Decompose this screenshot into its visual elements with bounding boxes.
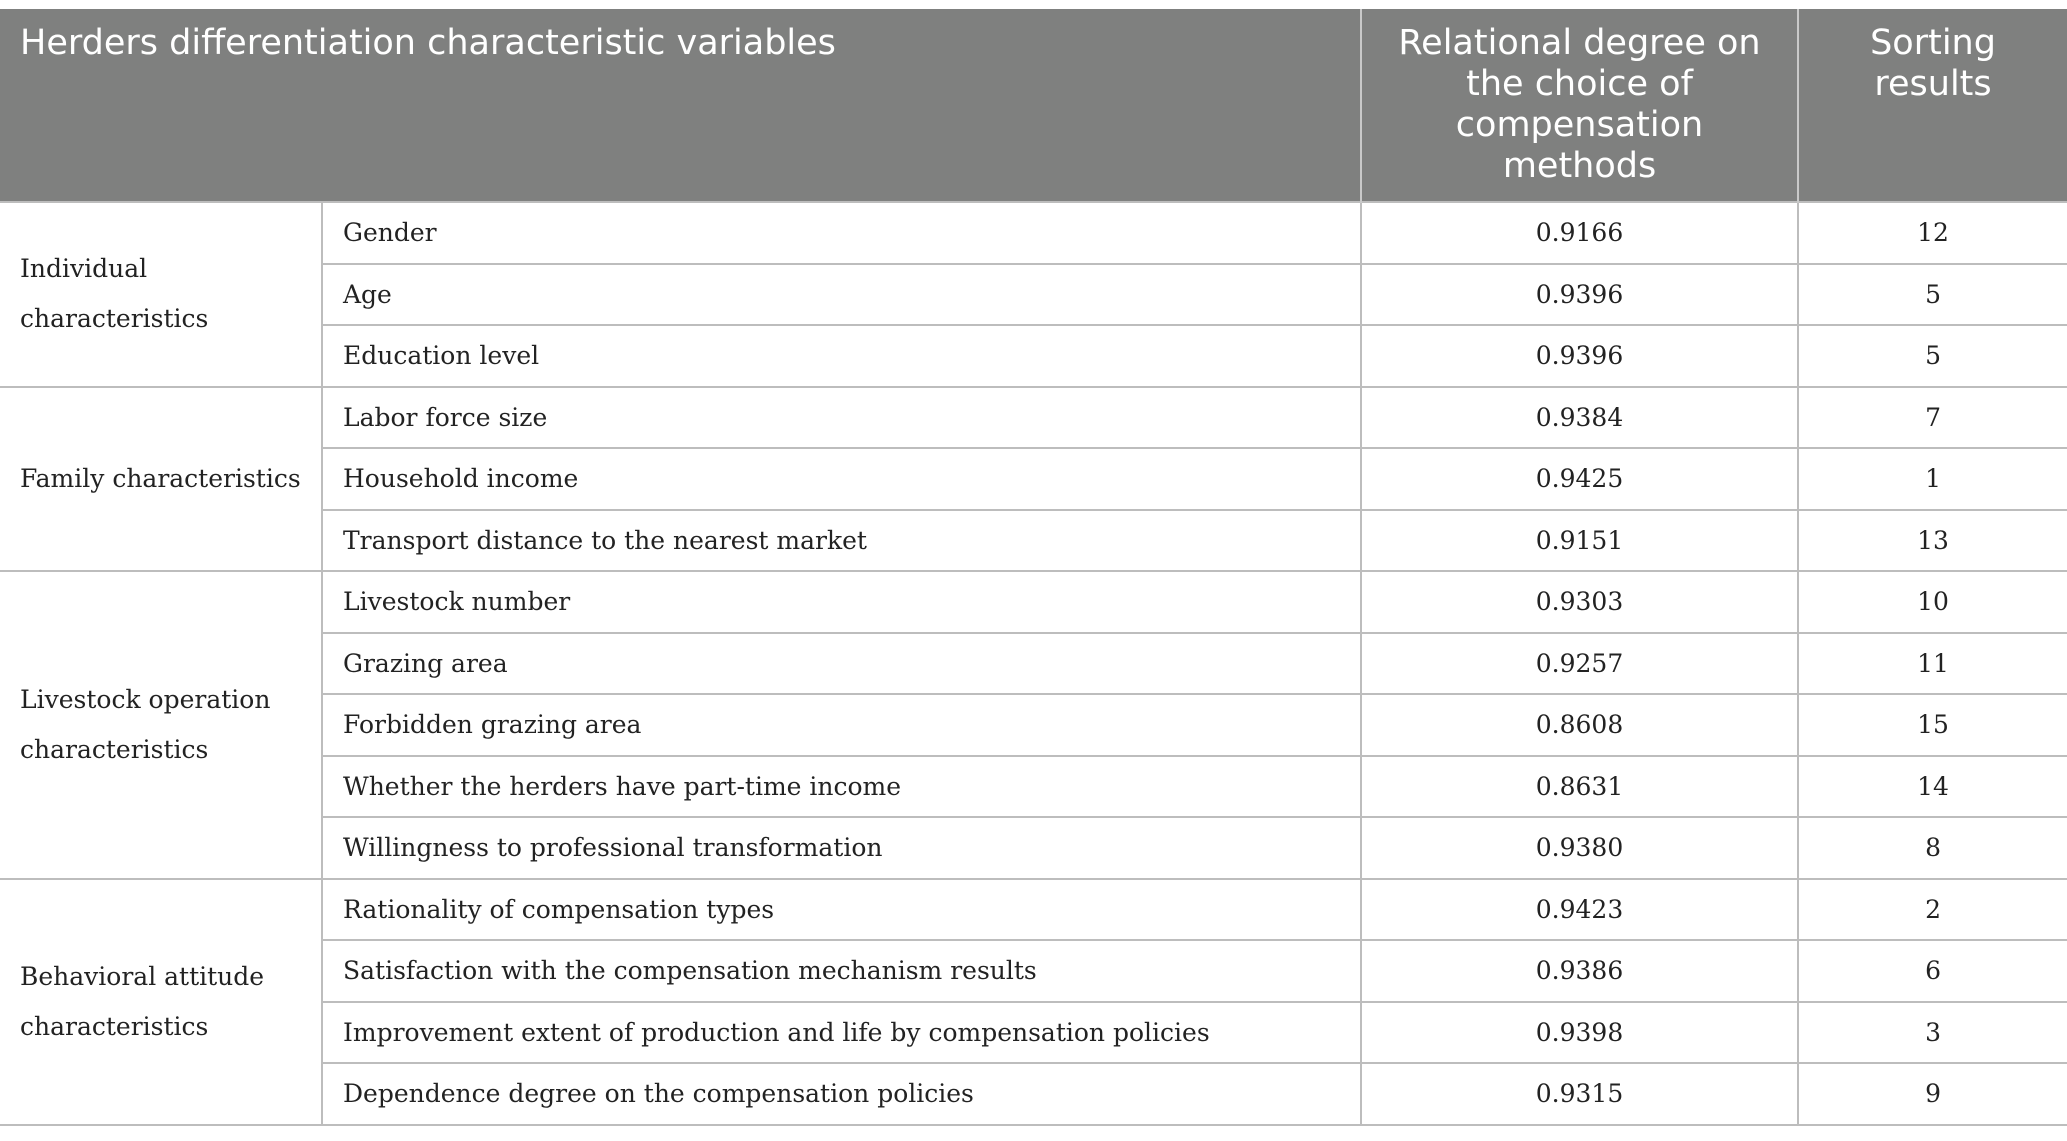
variable-cell: Whether the herders have part-time income: [322, 756, 1361, 818]
variable-cell: Grazing area: [322, 633, 1361, 695]
degree-cell: 0.9315: [1361, 1063, 1798, 1125]
rank-cell: 13: [1798, 510, 2067, 572]
header-row: [0, 9, 2067, 202]
rank-cell: 12: [1798, 202, 2067, 264]
rank-cell: 11: [1798, 633, 2067, 695]
variable-cell: Satisfaction with the compensation mechanism results: [322, 940, 1361, 1002]
variable-cell: Household income: [322, 448, 1361, 510]
group-label: Family characteristics: [0, 387, 322, 572]
variable-cell: Livestock number: [322, 571, 1361, 633]
degree-cell: 0.9386: [1361, 940, 1798, 1002]
group-label: Livestock operation characteristics: [0, 571, 322, 879]
degree-cell: 0.9380: [1361, 817, 1798, 879]
variable-cell: Improvement extent of production and life by compensation policies: [322, 1002, 1361, 1064]
variable-cell: Dependence degree on the compensation policies: [322, 1063, 1361, 1125]
table-row: [0, 571, 2067, 633]
table-header: [0, 9, 2067, 202]
group-label: Individual characteristics: [0, 202, 322, 387]
degree-cell: 0.9384: [1361, 387, 1798, 449]
rank-cell: 10: [1798, 571, 2067, 633]
rank-cell: 14: [1798, 756, 2067, 818]
variable-cell: Willingness to professional transformation: [322, 817, 1361, 879]
variable-cell: Gender: [322, 202, 1361, 264]
rank-cell: 15: [1798, 694, 2067, 756]
data-table: [0, 9, 2067, 1126]
rank-cell: 9: [1798, 1063, 2067, 1125]
header-relational-degree: Relational degree on the choice of compensation methods: [1361, 9, 1798, 202]
rank-cell: 7: [1798, 387, 2067, 449]
table-row: [0, 879, 2067, 941]
degree-cell: 0.9257: [1361, 633, 1798, 695]
degree-cell: 0.9425: [1361, 448, 1798, 510]
variable-cell: Labor force size: [322, 387, 1361, 449]
variable-cell: Age: [322, 264, 1361, 326]
rank-cell: 8: [1798, 817, 2067, 879]
table-row: [0, 202, 2067, 264]
degree-cell: 0.8631: [1361, 756, 1798, 818]
group-label: Behavioral attitude characteristics: [0, 879, 322, 1125]
header-variables: Herders differentiation characteristic variables: [0, 9, 1361, 202]
header-sorting-results: Sorting results: [1798, 9, 2067, 202]
degree-cell: 0.9151: [1361, 510, 1798, 572]
degree-cell: 0.9166: [1361, 202, 1798, 264]
rank-cell: 5: [1798, 264, 2067, 326]
degree-cell: 0.9303: [1361, 571, 1798, 633]
table-row: [0, 387, 2067, 449]
degree-cell: 0.9396: [1361, 325, 1798, 387]
degree-cell: 0.9398: [1361, 1002, 1798, 1064]
degree-cell: 0.9423: [1361, 879, 1798, 941]
variable-cell: Forbidden grazing area: [322, 694, 1361, 756]
degree-cell: 0.9396: [1361, 264, 1798, 326]
rank-cell: 6: [1798, 940, 2067, 1002]
rank-cell: 3: [1798, 1002, 2067, 1064]
degree-cell: 0.8608: [1361, 694, 1798, 756]
rank-cell: 1: [1798, 448, 2067, 510]
variable-cell: Rationality of compensation types: [322, 879, 1361, 941]
rank-cell: 2: [1798, 879, 2067, 941]
variable-cell: Transport distance to the nearest market: [322, 510, 1361, 572]
table-body: [0, 202, 2067, 1125]
variable-cell: Education level: [322, 325, 1361, 387]
rank-cell: 5: [1798, 325, 2067, 387]
